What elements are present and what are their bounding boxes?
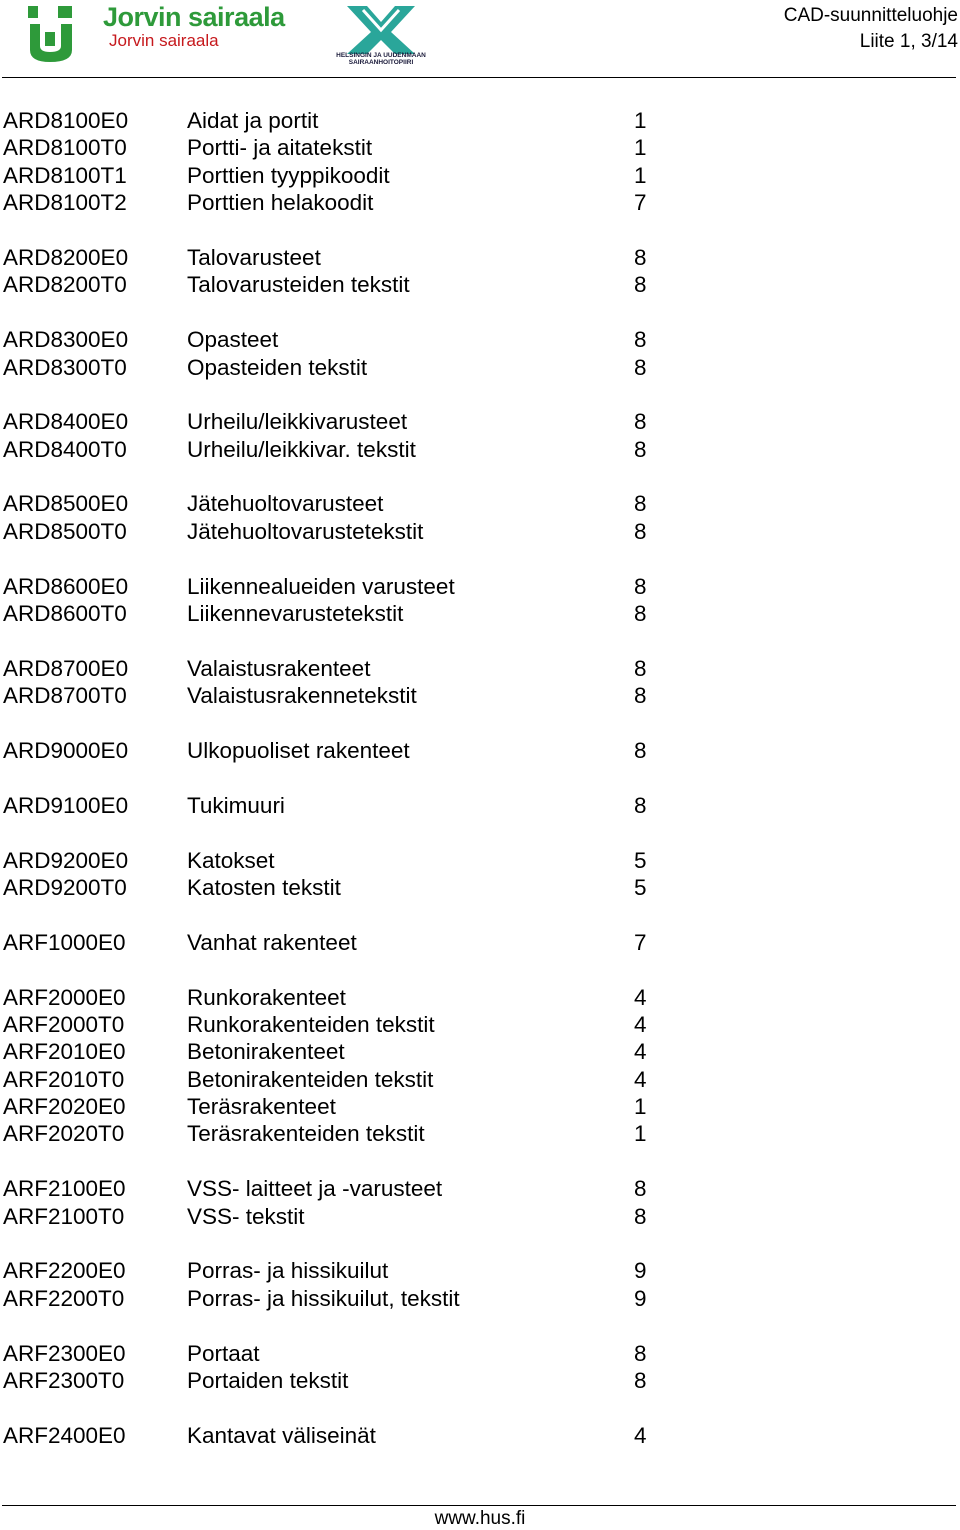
- layer-value: 8: [634, 436, 647, 462]
- table-row: [3, 573, 703, 600]
- layer-value: 1: [634, 1121, 647, 1147]
- layer-code: ARF2010E0: [3, 1039, 126, 1065]
- hus-logo-icon: [333, 2, 429, 66]
- table-row: [3, 271, 703, 298]
- layer-code: ARD9100E0: [3, 792, 129, 818]
- layer-code: ARF2020E0: [3, 1094, 126, 1120]
- layer-name: Talovarusteiden tekstit: [187, 272, 410, 298]
- layer-code: ARF2400E0: [3, 1422, 126, 1448]
- table-row: [3, 1257, 703, 1284]
- layer-list: [3, 107, 703, 1449]
- layer-value: 4: [634, 1066, 647, 1092]
- table-row: [3, 1367, 703, 1394]
- layer-name: Ulkopuoliset rakenteet: [187, 737, 410, 763]
- layer-value: 1: [634, 108, 647, 133]
- layer-code: ARD8200E0: [3, 244, 129, 270]
- layer-name: Betonirakenteet: [187, 1039, 345, 1065]
- layer-name: Liikennevarustetekstit: [187, 601, 404, 627]
- layer-value: 8: [634, 354, 647, 380]
- table-row: [3, 682, 703, 709]
- layer-code: ARD8300E0: [3, 327, 129, 353]
- header-divider: [2, 77, 956, 78]
- layer-name: Betonirakenteiden tekstit: [187, 1066, 434, 1092]
- brand-name: [103, 2, 285, 50]
- footer-url: www.hus.fi: [434, 1508, 526, 1529]
- hus-line2: SAIRAANHOITOPIIRI: [348, 59, 414, 66]
- layer-name: Porras- ja hissikuilut: [187, 1258, 389, 1284]
- layer-name: VSS- laitteet ja -varusteet: [187, 1176, 443, 1202]
- layer-code: ARD9000E0: [3, 737, 129, 763]
- layer-name: Liikennealueiden varusteet: [187, 573, 455, 599]
- layer-code: ARD8700T0: [3, 683, 127, 709]
- layer-name: Urheilu/leikkivarusteet: [187, 409, 408, 435]
- layer-code: ARD8600T0: [3, 601, 127, 627]
- table-row: [3, 162, 703, 189]
- layer-name: Jätehuoltovarustetekstit: [187, 518, 424, 544]
- layer-value: 5: [634, 847, 647, 873]
- layer-name: Runkorakenteet: [187, 984, 346, 1010]
- layer-value: 8: [634, 792, 647, 818]
- layer-code: ARF2010T0: [3, 1066, 125, 1092]
- table-row: [3, 354, 703, 381]
- page-number: Liite 1, 3/14: [859, 31, 958, 52]
- layer-name: Portaiden tekstit: [187, 1367, 349, 1393]
- layer-name: Aidat ja portit: [187, 108, 319, 133]
- layer-value: 8: [634, 327, 647, 353]
- layer-value: 8: [634, 683, 647, 709]
- table-row: [3, 1038, 703, 1065]
- layer-name: Opasteet: [187, 327, 279, 353]
- layer-name: Porras- ja hissikuilut, tekstit: [187, 1285, 460, 1311]
- table-row: [3, 792, 703, 819]
- layer-name: Teräsrakenteet: [187, 1094, 336, 1120]
- layer-value: 7: [634, 190, 647, 216]
- layer-code: ARD8300T0: [3, 354, 127, 380]
- layer-name: Runkorakenteiden tekstit: [187, 1011, 435, 1037]
- jorvi-logo-icon: [28, 6, 74, 62]
- layer-value: 4: [634, 984, 647, 1010]
- layer-code: ARF2200T0: [3, 1285, 125, 1311]
- layer-name: Portti- ja aitatekstit: [187, 135, 373, 161]
- layer-code: ARD8400T0: [3, 436, 127, 462]
- layer-code: ARD8100E0: [3, 108, 129, 133]
- layer-value: 4: [634, 1011, 647, 1037]
- table-row: [3, 847, 703, 874]
- table-row: [3, 490, 703, 517]
- table-row: [3, 1093, 703, 1120]
- layer-name: Talovarusteet: [187, 244, 321, 270]
- layer-value: 8: [634, 1340, 647, 1366]
- table-row: [3, 134, 703, 161]
- table-row: [3, 107, 703, 134]
- table-row: [3, 1340, 703, 1367]
- table-row: [3, 1066, 703, 1093]
- layer-name: Katosten tekstit: [187, 874, 341, 900]
- table-row: [3, 518, 703, 545]
- layer-name: VSS- tekstit: [187, 1203, 305, 1229]
- layer-code: ARF2000T0: [3, 1011, 125, 1037]
- layer-value: 1: [634, 1094, 647, 1120]
- layer-value: 7: [634, 929, 647, 955]
- layer-name: Valaistusrakennetekstit: [187, 683, 417, 709]
- layer-code: ARF2020T0: [3, 1121, 125, 1147]
- hus-line1: HELSINGIN JA UUDENMAAN: [336, 52, 426, 59]
- layer-code: ARD8600E0: [3, 573, 129, 599]
- layer-value: 4: [634, 1039, 647, 1065]
- table-row: [3, 436, 703, 463]
- layer-value: 8: [634, 573, 647, 599]
- layer-value: 8: [634, 1176, 647, 1202]
- layer-name: Porttien helakoodit: [187, 190, 374, 216]
- layer-code: ARD8500T0: [3, 518, 127, 544]
- layer-value: 8: [634, 518, 647, 544]
- layer-name: Tukimuuri: [187, 792, 285, 818]
- layer-code: ARD9200E0: [3, 847, 129, 873]
- layer-name: Katokset: [187, 847, 275, 873]
- table-row: [3, 408, 703, 435]
- layer-value: 9: [634, 1258, 647, 1284]
- layer-name: Jätehuoltovarusteet: [187, 491, 384, 517]
- layer-code: ARD8200T0: [3, 272, 127, 298]
- layer-code: ARD8500E0: [3, 491, 129, 517]
- layer-value: 8: [634, 655, 647, 681]
- layer-value: 8: [634, 272, 647, 298]
- layer-value: 1: [634, 162, 647, 188]
- layer-code: ARF2200E0: [3, 1258, 126, 1284]
- table-row: [3, 984, 703, 1011]
- layer-code: ARD8100T0: [3, 135, 127, 161]
- layer-code: ARD8100T1: [3, 162, 127, 188]
- layer-code: ARD8700E0: [3, 655, 129, 681]
- table-row: [3, 189, 703, 216]
- layer-name: Opasteiden tekstit: [187, 354, 368, 380]
- layer-name: Teräsrakenteiden tekstit: [187, 1121, 425, 1147]
- layer-code: ARF2100T0: [3, 1203, 125, 1229]
- brand-main-text: Jorvin sairaala: [103, 2, 285, 32]
- layer-value: 8: [634, 1367, 647, 1393]
- layer-code: ARD8400E0: [3, 409, 129, 435]
- footer-divider: [2, 1505, 956, 1506]
- layer-value: 4: [634, 1422, 647, 1448]
- table-row: [3, 244, 703, 271]
- table-row: [3, 655, 703, 682]
- layer-code: ARD9200T0: [3, 874, 127, 900]
- table-row: [3, 600, 703, 627]
- layer-code: ARF2300E0: [3, 1340, 126, 1366]
- layer-name: Porttien tyyppikoodit: [187, 162, 390, 188]
- layer-name: Urheilu/leikkivar. tekstit: [187, 436, 416, 462]
- layer-name: Portaat: [187, 1340, 260, 1366]
- layer-value: 1: [634, 135, 647, 161]
- table-row: [3, 1203, 703, 1230]
- layer-value: 8: [634, 737, 647, 763]
- layer-code: ARF2000E0: [3, 984, 126, 1010]
- layer-code: ARF2100E0: [3, 1176, 126, 1202]
- page-footer: [0, 1508, 960, 1530]
- table-row: [3, 1011, 703, 1038]
- table-row: [3, 1175, 703, 1202]
- layer-name: Valaistusrakenteet: [187, 655, 371, 681]
- layer-value: 8: [634, 601, 647, 627]
- table-row: [3, 1422, 703, 1449]
- brand-sub-text: Jorvin sairaala: [109, 31, 219, 50]
- layer-code: ARF1000E0: [3, 929, 126, 955]
- layer-value: 8: [634, 1203, 647, 1229]
- table-row: [3, 1120, 703, 1147]
- layer-code: ARF2300T0: [3, 1367, 125, 1393]
- document-title: CAD-suunnitteluohje: [783, 5, 958, 26]
- table-row: [3, 929, 703, 956]
- document-meta: [784, 3, 958, 55]
- table-row: [3, 1285, 703, 1312]
- layer-code: ARD8100T2: [3, 190, 127, 216]
- layer-value: 8: [634, 244, 647, 270]
- layer-value: 5: [634, 874, 647, 900]
- table-row: [3, 326, 703, 353]
- table-row: [3, 737, 703, 764]
- page-header: [0, 0, 960, 80]
- table-row: [3, 874, 703, 901]
- layer-value: 9: [634, 1285, 647, 1311]
- layer-value: 8: [634, 491, 647, 517]
- layer-value: 8: [634, 409, 647, 435]
- layer-name: Vanhat rakenteet: [187, 929, 357, 955]
- layer-name: Kantavat väliseinät: [187, 1422, 376, 1448]
